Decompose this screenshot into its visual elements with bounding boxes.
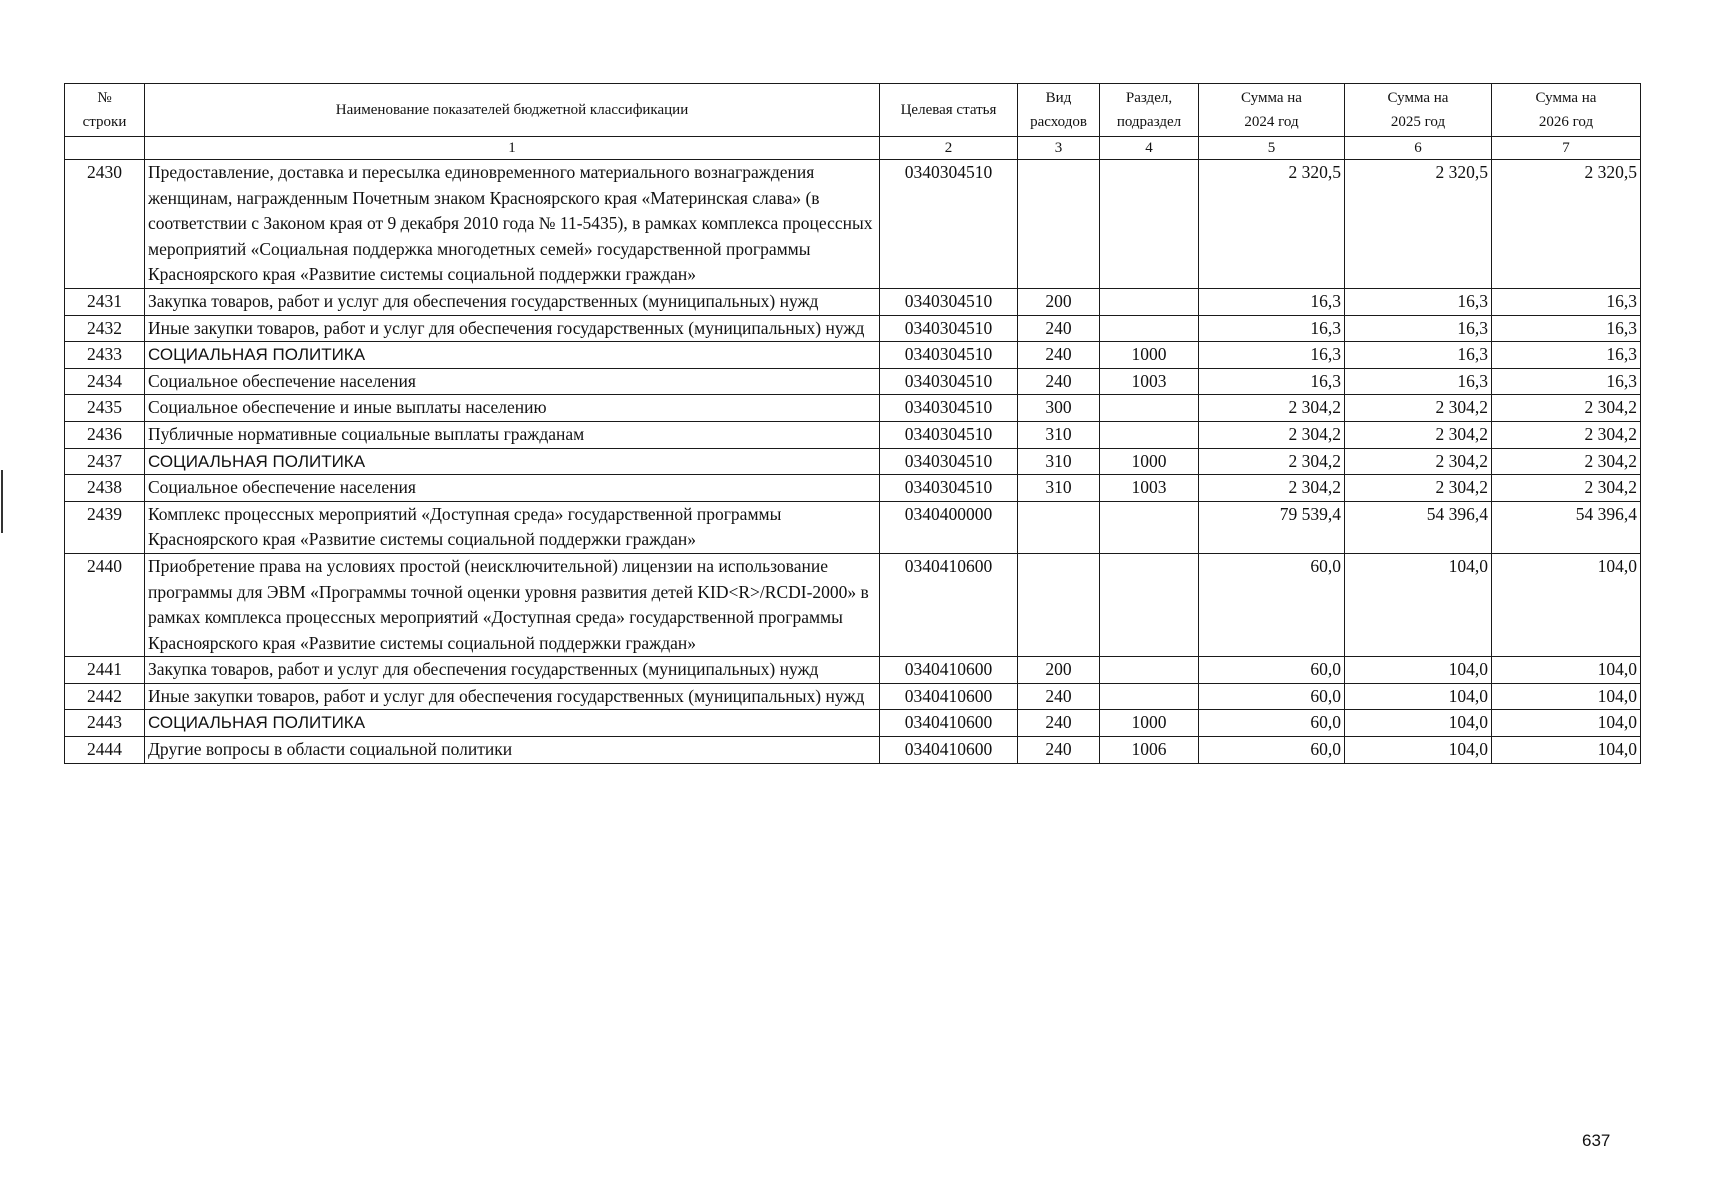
expense-type-cell: 310 — [1018, 448, 1100, 475]
sum-2025-cell: 2 304,2 — [1345, 395, 1492, 422]
sum-2026-cell: 2 304,2 — [1492, 448, 1641, 475]
sum-2026-cell: 104,0 — [1492, 553, 1641, 656]
row-number-cell: 2437 — [65, 448, 145, 475]
column-number: 4 — [1100, 137, 1199, 160]
sum-2024-cell: 16,3 — [1199, 342, 1345, 369]
target-item-cell: 0340304510 — [880, 421, 1018, 448]
indicator-name-cell: Предоставление, доставка и пересылка единовременного материального вознаграждения женщинам, награжденным Почетным знаком Красноярского края «Материнская слава» (в соответствии с Законом края от 9 декабря 2010 года № 11-5435), в рамках комплекса процессных мероприятий «Социальная поддержка многодетных семей» государственной программы Красноярского края «Развитие системы социальной поддержки граждан» — [145, 160, 880, 289]
sum-2024-cell: 60,0 — [1199, 553, 1345, 656]
header-target-item: Целевая статья — [880, 84, 1018, 137]
sum-2026-cell: 104,0 — [1492, 683, 1641, 710]
table-row — [65, 395, 1641, 422]
row-number-cell: 2438 — [65, 475, 145, 502]
table-row — [65, 553, 1641, 656]
header-sum-2026: Сумма на 2026 год — [1492, 84, 1641, 137]
expense-type-cell: 200 — [1018, 288, 1100, 315]
sum-2026-cell: 104,0 — [1492, 737, 1641, 764]
sum-2024-cell: 2 304,2 — [1199, 421, 1345, 448]
sum-2024-cell: 60,0 — [1199, 737, 1345, 764]
expense-type-cell — [1018, 553, 1100, 656]
table-row — [65, 657, 1641, 684]
expense-type-cell: 240 — [1018, 683, 1100, 710]
sum-2024-cell: 2 304,2 — [1199, 395, 1345, 422]
expense-type-cell: 240 — [1018, 368, 1100, 395]
row-number-cell: 2431 — [65, 288, 145, 315]
sum-2024-cell: 60,0 — [1199, 683, 1345, 710]
target-item-cell: 0340410600 — [880, 657, 1018, 684]
expense-type-cell: 240 — [1018, 342, 1100, 369]
sum-2025-cell: 104,0 — [1345, 683, 1492, 710]
sum-2026-cell: 2 304,2 — [1492, 395, 1641, 422]
table-row — [65, 501, 1641, 553]
indicator-name-cell: СОЦИАЛЬНАЯ ПОЛИТИКА — [145, 448, 880, 475]
sum-2026-cell: 104,0 — [1492, 710, 1641, 737]
sum-2026-cell: 2 304,2 — [1492, 421, 1641, 448]
sum-2025-cell: 104,0 — [1345, 710, 1492, 737]
sum-2026-cell: 104,0 — [1492, 657, 1641, 684]
target-item-cell: 0340304510 — [880, 475, 1018, 502]
target-item-cell: 0340410600 — [880, 737, 1018, 764]
row-number-cell: 2436 — [65, 421, 145, 448]
row-number-cell: 2444 — [65, 737, 145, 764]
table-row — [65, 160, 1641, 289]
table-row — [65, 288, 1641, 315]
table-row — [65, 448, 1641, 475]
sum-2026-cell: 16,3 — [1492, 342, 1641, 369]
row-number-cell: 2435 — [65, 395, 145, 422]
sum-2026-cell: 16,3 — [1492, 315, 1641, 342]
sum-2026-cell: 2 304,2 — [1492, 475, 1641, 502]
row-number-cell: 2443 — [65, 710, 145, 737]
target-item-cell: 0340304510 — [880, 315, 1018, 342]
column-number: 2 — [880, 137, 1018, 160]
indicator-name-cell: Другие вопросы в области социальной политики — [145, 737, 880, 764]
sum-2025-cell: 104,0 — [1345, 737, 1492, 764]
target-item-cell: 0340304510 — [880, 368, 1018, 395]
sum-2025-cell: 104,0 — [1345, 553, 1492, 656]
row-number-cell: 2440 — [65, 553, 145, 656]
sum-2024-cell: 16,3 — [1199, 288, 1345, 315]
section-cell — [1100, 395, 1199, 422]
table-row — [65, 421, 1641, 448]
indicator-name-cell: Закупка товаров, работ и услуг для обеспечения государственных (муниципальных) нужд — [145, 657, 880, 684]
target-item-cell: 0340410600 — [880, 683, 1018, 710]
indicator-name-cell: Иные закупки товаров, работ и услуг для обеспечения государственных (муниципальных) нужд — [145, 683, 880, 710]
sum-2025-cell: 104,0 — [1345, 657, 1492, 684]
section-cell: 1003 — [1100, 475, 1199, 502]
table-body — [65, 160, 1641, 764]
row-number-cell: 2430 — [65, 160, 145, 289]
sum-2024-cell: 16,3 — [1199, 315, 1345, 342]
sum-2026-cell: 16,3 — [1492, 368, 1641, 395]
header-expense-type: Вид расходов — [1018, 84, 1100, 137]
indicator-name-cell: Публичные нормативные социальные выплаты гражданам — [145, 421, 880, 448]
table-row — [65, 737, 1641, 764]
sum-2024-cell: 60,0 — [1199, 710, 1345, 737]
column-number-row — [65, 137, 1641, 160]
sum-2025-cell: 16,3 — [1345, 342, 1492, 369]
column-number: 3 — [1018, 137, 1100, 160]
section-cell: 1000 — [1100, 342, 1199, 369]
section-cell: 1003 — [1100, 368, 1199, 395]
column-number: 6 — [1345, 137, 1492, 160]
target-item-cell: 0340304510 — [880, 342, 1018, 369]
column-number: 1 — [145, 137, 880, 160]
expense-type-cell: 310 — [1018, 475, 1100, 502]
target-item-cell: 0340304510 — [880, 288, 1018, 315]
row-number-cell: 2434 — [65, 368, 145, 395]
sum-2024-cell: 2 304,2 — [1199, 475, 1345, 502]
sum-2024-cell: 2 320,5 — [1199, 160, 1345, 289]
sum-2025-cell: 2 304,2 — [1345, 448, 1492, 475]
sum-2024-cell: 79 539,4 — [1199, 501, 1345, 553]
sum-2024-cell: 16,3 — [1199, 368, 1345, 395]
section-cell — [1100, 553, 1199, 656]
expense-type-cell: 240 — [1018, 710, 1100, 737]
indicator-name-cell: СОЦИАЛЬНАЯ ПОЛИТИКА — [145, 342, 880, 369]
section-cell — [1100, 421, 1199, 448]
table-row — [65, 315, 1641, 342]
sum-2025-cell: 2 304,2 — [1345, 421, 1492, 448]
sum-2024-cell: 2 304,2 — [1199, 448, 1345, 475]
page-number: 637 — [1582, 1131, 1611, 1150]
target-item-cell: 0340400000 — [880, 501, 1018, 553]
column-number: 7 — [1492, 137, 1641, 160]
table-row — [65, 710, 1641, 737]
sum-2025-cell: 16,3 — [1345, 368, 1492, 395]
target-item-cell: 0340304510 — [880, 448, 1018, 475]
indicator-name-cell: Социальное обеспечение населения — [145, 475, 880, 502]
sum-2026-cell: 2 320,5 — [1492, 160, 1641, 289]
column-number — [65, 137, 145, 160]
section-cell — [1100, 657, 1199, 684]
table-row — [65, 368, 1641, 395]
sum-2024-cell: 60,0 — [1199, 657, 1345, 684]
row-number-cell: 2433 — [65, 342, 145, 369]
header-sum-2025: Сумма на 2025 год — [1345, 84, 1492, 137]
row-number-cell: 2442 — [65, 683, 145, 710]
expense-type-cell: 300 — [1018, 395, 1100, 422]
section-cell: 1000 — [1100, 448, 1199, 475]
target-item-cell: 0340304510 — [880, 395, 1018, 422]
indicator-name-cell: Закупка товаров, работ и услуг для обеспечения государственных (муниципальных) нужд — [145, 288, 880, 315]
header-name: Наименование показателей бюджетной классификации — [145, 84, 880, 137]
target-item-cell: 0340410600 — [880, 710, 1018, 737]
indicator-name-cell: Комплекс процессных мероприятий «Доступная среда» государственной программы Красноярского края «Развитие системы социальной поддержки граждан» — [145, 501, 880, 553]
sum-2025-cell: 2 304,2 — [1345, 475, 1492, 502]
table-header-row — [65, 84, 1641, 137]
expense-type-cell: 200 — [1018, 657, 1100, 684]
indicator-name-cell: Социальное обеспечение населения — [145, 368, 880, 395]
sum-2026-cell: 16,3 — [1492, 288, 1641, 315]
sum-2025-cell: 54 396,4 — [1345, 501, 1492, 553]
section-cell: 1000 — [1100, 710, 1199, 737]
expense-type-cell — [1018, 160, 1100, 289]
expense-type-cell — [1018, 501, 1100, 553]
budget-table — [64, 83, 1641, 764]
sum-2026-cell: 54 396,4 — [1492, 501, 1641, 553]
section-cell: 1006 — [1100, 737, 1199, 764]
expense-type-cell: 310 — [1018, 421, 1100, 448]
sum-2025-cell: 16,3 — [1345, 315, 1492, 342]
sum-2025-cell: 16,3 — [1345, 288, 1492, 315]
expense-type-cell: 240 — [1018, 737, 1100, 764]
indicator-name-cell: Приобретение права на условиях простой (неисключительной) лицензии на использование программы для ЭВМ «Программы точной оценки уровня развития детей KID<R>/RCDI-2000» в рамках комплекса процессных мероприятий «Доступная среда» государственной программы Красноярского края «Развитие системы социальной поддержки граждан» — [145, 553, 880, 656]
indicator-name-cell: Социальное обеспечение и иные выплаты населению — [145, 395, 880, 422]
target-item-cell: 0340304510 — [880, 160, 1018, 289]
row-number-cell: 2441 — [65, 657, 145, 684]
table-row — [65, 342, 1641, 369]
table-row — [65, 683, 1641, 710]
section-cell — [1100, 288, 1199, 315]
sum-2025-cell: 2 320,5 — [1345, 160, 1492, 289]
section-cell — [1100, 683, 1199, 710]
table-row — [65, 475, 1641, 502]
section-cell — [1100, 315, 1199, 342]
target-item-cell: 0340410600 — [880, 553, 1018, 656]
expense-type-cell: 240 — [1018, 315, 1100, 342]
header-sum-2024: Сумма на 2024 год — [1199, 84, 1345, 137]
row-number-cell: 2432 — [65, 315, 145, 342]
indicator-name-cell: Иные закупки товаров, работ и услуг для обеспечения государственных (муниципальных) нужд — [145, 315, 880, 342]
indicator-name-cell: СОЦИАЛЬНАЯ ПОЛИТИКА — [145, 710, 880, 737]
section-cell — [1100, 160, 1199, 289]
header-row-number: № строки — [65, 84, 145, 137]
scan-edge-mark — [1, 470, 3, 533]
header-section: Раздел, подраздел — [1100, 84, 1199, 137]
column-number: 5 — [1199, 137, 1345, 160]
section-cell — [1100, 501, 1199, 553]
row-number-cell: 2439 — [65, 501, 145, 553]
